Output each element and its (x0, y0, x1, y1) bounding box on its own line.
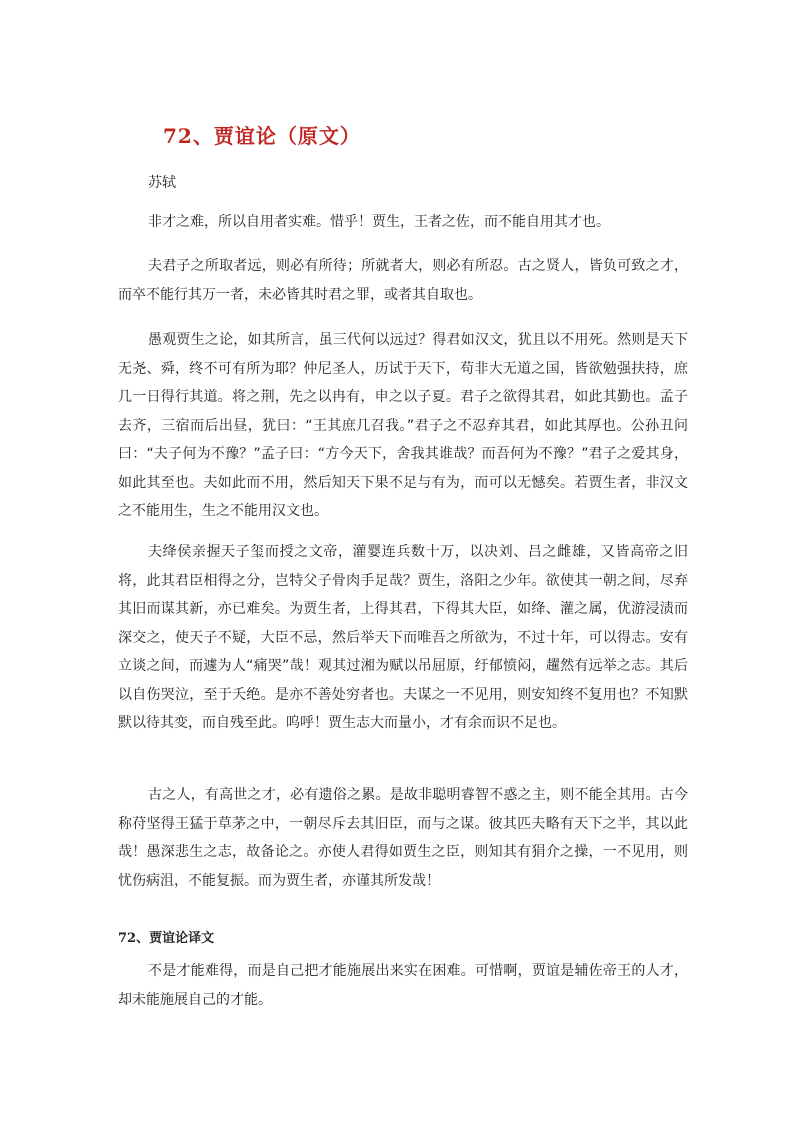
paragraph-1: 非才之难，所以自用者实难。惜乎！贾生，王者之佐，而不能自用其才也。 (148, 214, 610, 230)
paragraph-5: 古之人，有高世之才，必有遗俗之累。是故非聪明睿智不惑之主，则不能全其用。古今称苻坚得王猛于草茅之中，一朝尽斥去其旧臣，而与之谋。彼其匹夫略有天下之半，其以此哉！愚深悲生之志，故备论之。亦使人君得如贾生之臣，则知其有狷介之操，一不见用，则忧伤病沮，不能复振。而为贾生者，亦谨其所发哉！ (118, 787, 688, 889)
translation-heading: 72、贾谊论译文 (118, 931, 215, 946)
page-title: 72、贾谊论（原文） (163, 124, 361, 148)
author-name: 苏轼 (148, 175, 176, 191)
translation-paragraph-1: 不是才能难得，而是自己把才能施展出来实在困难。可惜啊，贾谊是辅佐帝王的人才，却未能施展自己的才能。 (118, 963, 688, 1008)
paragraph-3: 愚观贾生之论，如其所言，虽三代何以远过？得君如汉文，犹且以不用死。然则是天下无尧、舜，终不可有所为耶？仲尼圣人，历试于天下，苟非大无道之国，皆欲勉强扶持，庶几一日得行其道。将之荆，先之以冉有，申之以子夏。君子之欲得其君，如此其勤也。孟子去齐，三宿而后出昼，犹曰：“王其庶几召我。”君子之不忍弃其君，如此其厚也。公孙丑问曰：“夫子何为不豫？”孟子曰：“方今天下，舍我其谁哉？而吾何为不豫？”君子之爱其身，如此其至也。夫如此而不用，然后知天下果不足与有为，而可以无憾矣。若贾生者，非汉文之不能用生，生之不能用汉文也。 (118, 332, 688, 519)
paragraph-2: 夫君子之所取者远，则必有所待；所就者大，则必有所忍。古之贤人，皆负可致之才，而卒不能行其万一者，未必皆其时君之罪，或者其自取也。 (118, 258, 688, 303)
paragraph-4: 夫绛侯亲握天子玺而授之文帝，灌婴连兵数十万，以决刘、吕之雌雄，又皆高帝之旧将，此其君臣相得之分，岂特父子骨肉手足哉？贾生，洛阳之少年。欲使其一朝之间，尽弃其旧而谋其新，亦已难矣。为贾生者，上得其君，下得其大臣，如绛、灌之属，优游浸渍而深交之，使天子不疑，大臣不忌，然后举天下而唯吾之所欲为，不过十年，可以得志。安有立谈之间，而遽为人“痛哭”哉！观其过湘为赋以吊屈原，纡郁愤闷，趯然有远举之志。其后以自伤哭泣，至于夭绝。是亦不善处穷者也。夫谋之一不见用，则安知终不复用也？不知默默以待其变，而自残至此。呜呼！贾生志大而量小，才有余而识不足也。 (118, 544, 688, 731)
